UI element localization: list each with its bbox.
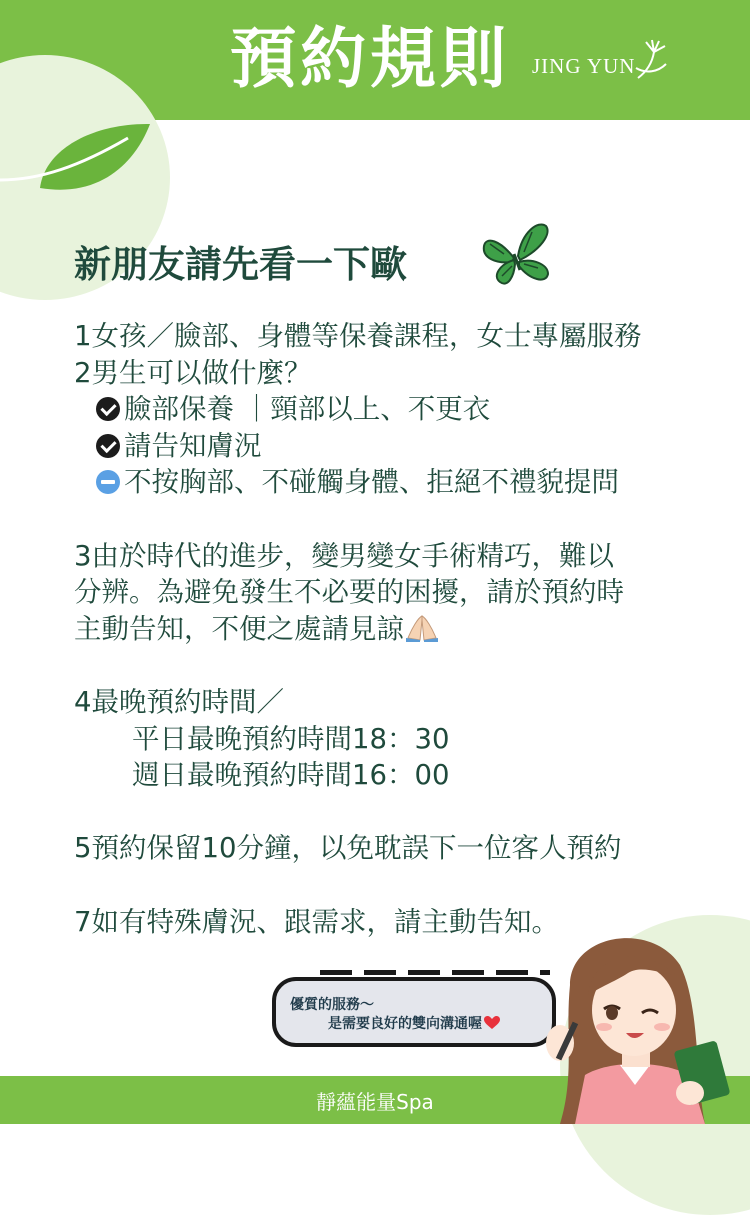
bubble-line-1: 優質的服務～: [290, 997, 374, 1013]
check-circle-icon: [96, 397, 120, 421]
rule-5: 5預約保留10分鐘，以免耽誤下一位客人預約: [74, 832, 622, 865]
rule-4: 4最晚預約時間／: [74, 685, 284, 718]
check-circle-icon: [96, 434, 120, 458]
rule-3-line: 3由於時代的進步，變男變女手術精巧，難以: [74, 539, 614, 572]
rule-3-line: 分辨。為避免發生不必要的困擾，請於預約時: [74, 576, 624, 609]
page-title: 預約規則: [230, 20, 510, 97]
footer-shop-name: 靜蘊能量Spa: [316, 1090, 434, 1114]
rule-2-item: 請告知膚況: [74, 428, 714, 465]
brand-name: JING YUN: [532, 54, 636, 78]
rule-4-sunday: 週日最晚預約時間16：00: [132, 759, 450, 792]
rule-3-line: 主動告知，不便之處請見諒: [74, 611, 714, 648]
rules-content: [74, 318, 714, 940]
subtitle: 新朋友請先看一下歐: [74, 243, 407, 286]
bubble-line-2: 是需要良好的雙向溝通喔: [328, 1013, 500, 1033]
girl-illustration: [530, 925, 750, 1124]
rule-2-item: 不按胸部、不碰觸身體、拒絕不禮貌提問: [74, 464, 714, 501]
rule-7: 7如有特殊膚況、跟需求，請主動告知。: [74, 905, 559, 938]
heart-icon: [484, 1016, 500, 1030]
rule-2: 2男生可以做什麼？: [74, 356, 312, 389]
rule-4-weekday: 平日最晚預約時間18：30: [132, 722, 450, 755]
bird-of-paradise-logo: [632, 38, 672, 82]
praying-hands-icon: [404, 612, 440, 642]
minus-circle-icon: [96, 470, 120, 494]
speech-bubble: [272, 977, 556, 1047]
leaf-icon: [0, 118, 160, 208]
rule-1: 1女孩／臉部、身體等保養課程，女士專屬服務: [74, 320, 642, 352]
bubble-dashes: [320, 970, 550, 975]
butterfly-icon: [478, 218, 554, 294]
rule-2-item: 臉部保養 ｜頸部以上、不更衣: [74, 391, 714, 428]
